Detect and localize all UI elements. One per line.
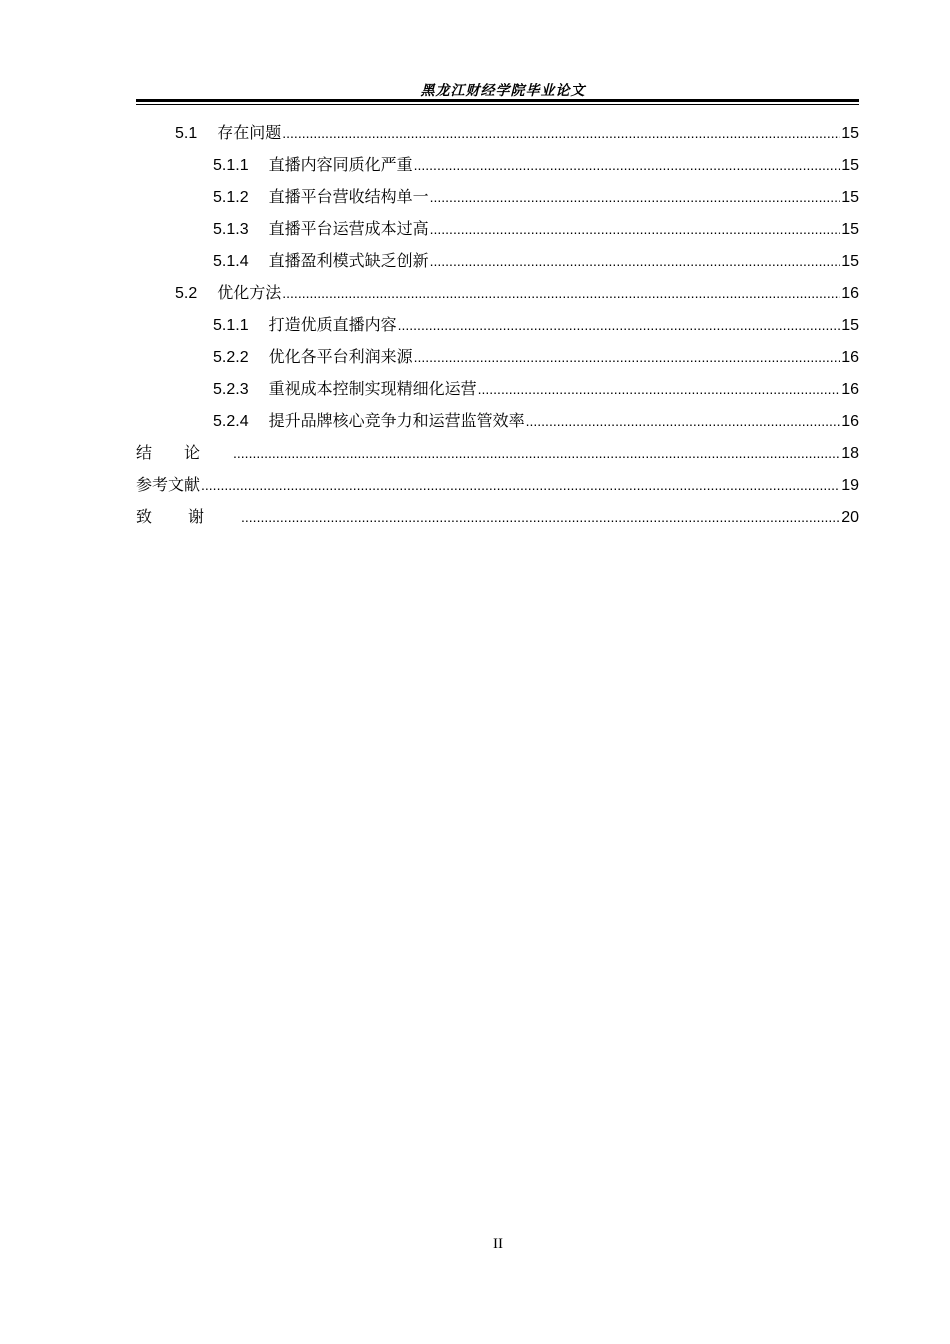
toc-entry-conclusion[interactable]: [136, 437, 859, 469]
toc-entry-5-1-2[interactable]: [136, 181, 859, 213]
toc-dot-leader: [398, 309, 841, 341]
toc-entry-page: 16: [841, 381, 859, 398]
toc-entry-page: 15: [841, 221, 859, 238]
toc-dot-leader: [201, 469, 840, 501]
toc-entry-title: 致谢: [136, 507, 241, 526]
toc-dot-leader: [282, 117, 840, 149]
toc-dot-leader: [241, 501, 840, 533]
toc-entry-title: 结论: [136, 443, 233, 462]
toc-entry-title: 直播平台营收结构单一: [268, 187, 429, 206]
toc-entry-title: 直播盈利模式缺乏创新: [268, 251, 429, 270]
toc-entry-number: 5.2.2: [213, 349, 249, 366]
toc-entry-page: 16: [841, 349, 859, 366]
toc-entry-page: 15: [841, 125, 859, 142]
toc-entry-page: 18: [841, 445, 859, 462]
toc-dot-leader: [414, 341, 841, 373]
toc-dot-leader: [430, 245, 841, 277]
toc-entry-title: 重视成本控制实现精细化运营: [268, 379, 477, 398]
toc-dot-leader: [282, 277, 840, 309]
toc-dot-leader: [526, 405, 841, 437]
toc-entry-number: 5.1.1: [213, 317, 249, 334]
toc-entry-5-2-1[interactable]: [136, 309, 859, 341]
toc-entry-acknowledgements[interactable]: [136, 501, 859, 533]
toc-entry-page: 15: [841, 253, 859, 270]
toc-entry-5-2-3[interactable]: [136, 373, 859, 405]
toc-entry-5-1[interactable]: [136, 117, 859, 149]
toc-dot-leader: [430, 181, 841, 213]
toc-entry-number: 5.1.3: [213, 221, 249, 238]
toc-entry-page: 15: [841, 157, 859, 174]
toc-entry-title: 存在问题: [217, 123, 282, 142]
toc-entry-5-1-1[interactable]: [136, 149, 859, 181]
page-number: II: [493, 1236, 503, 1252]
toc-entry-title: 直播内容同质化严重: [268, 155, 413, 174]
header-rule-thick: [136, 99, 859, 102]
toc-entry-5-1-3[interactable]: [136, 213, 859, 245]
toc-dot-leader: [414, 149, 841, 181]
toc-entry-page: 15: [841, 317, 859, 334]
toc-entry-5-1-4[interactable]: [136, 245, 859, 277]
toc-dot-leader: [478, 373, 841, 405]
running-header-title: 黑龙江财经学院毕业论文: [420, 83, 586, 99]
toc-entry-page: 19: [841, 477, 859, 494]
table-of-contents: [136, 117, 859, 533]
toc-dot-leader: [430, 213, 841, 245]
toc-entry-number: 5.1.1: [213, 157, 249, 174]
toc-entry-title: 打造优质直播内容: [268, 315, 397, 334]
toc-entry-page: 16: [841, 285, 859, 302]
toc-entry-title: 优化各平台利润来源: [268, 347, 413, 366]
toc-entry-page: 15: [841, 189, 859, 206]
toc-entry-title: 提升品牌核心竞争力和运营监管效率: [268, 411, 525, 430]
toc-entry-number: 5.1.2: [213, 189, 249, 206]
header-rule-thin: [136, 104, 859, 105]
toc-entry-number: 5.2.4: [213, 413, 249, 430]
toc-entry-5-2-2[interactable]: [136, 341, 859, 373]
toc-entry-references[interactable]: [136, 469, 859, 501]
toc-entry-5-2-4[interactable]: [136, 405, 859, 437]
toc-entry-page: 16: [841, 413, 859, 430]
toc-entry-number: 5.2.3: [213, 381, 249, 398]
toc-entry-number: 5.1.4: [213, 253, 249, 270]
toc-entry-number: 5.1: [175, 125, 198, 142]
toc-entry-title: 优化方法: [217, 283, 282, 302]
toc-dot-leader: [233, 437, 840, 469]
toc-entry-title: 直播平台运营成本过高: [268, 219, 429, 238]
toc-entry-number: 5.2: [175, 285, 198, 302]
toc-entry-5-2[interactable]: [136, 277, 859, 309]
toc-entry-title: 参考文献: [136, 475, 201, 494]
toc-entry-page: 20: [841, 509, 859, 526]
